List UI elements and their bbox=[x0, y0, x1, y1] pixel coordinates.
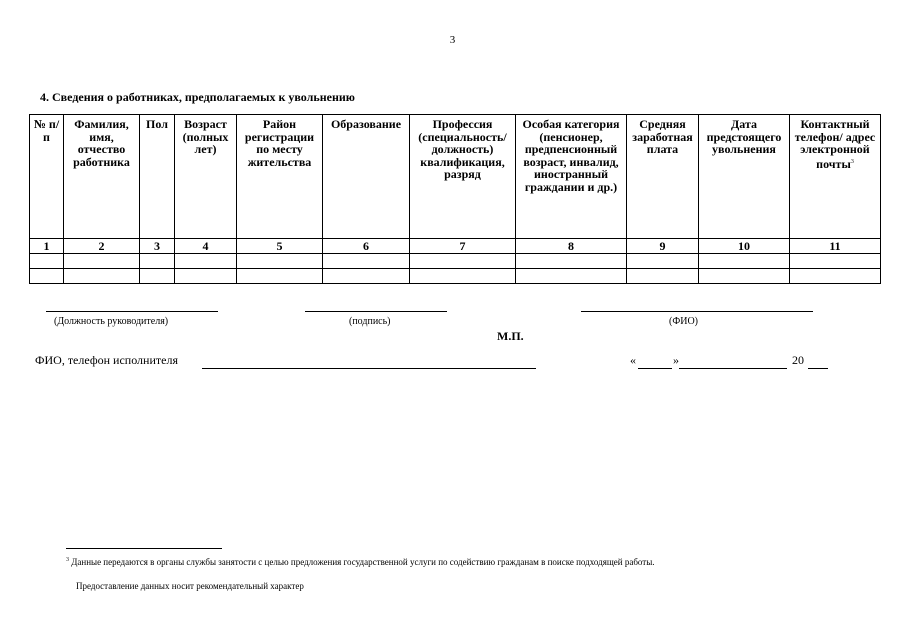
header-cell: Возраст (полных лет) bbox=[175, 115, 237, 239]
recommendation-note: Предоставление данных носит рекомендательный характер bbox=[76, 581, 304, 591]
position-caption: (Должность руководителя) bbox=[54, 316, 169, 327]
date-month-line bbox=[679, 368, 787, 369]
header-cell: Профессия (специальность/ должность) квалификация, разряд bbox=[410, 115, 516, 239]
table-cell bbox=[516, 269, 627, 284]
column-number: 9 bbox=[627, 239, 699, 254]
table-cell bbox=[237, 254, 323, 269]
table-row bbox=[30, 269, 881, 284]
table-cell bbox=[30, 254, 64, 269]
date-year-line bbox=[808, 368, 828, 369]
table-cell bbox=[64, 269, 140, 284]
table-cell bbox=[790, 254, 881, 269]
section-title: 4. Сведения о работниках, предполагаемых к увольнению bbox=[40, 90, 355, 104]
column-number: 2 bbox=[64, 239, 140, 254]
footnote-separator bbox=[66, 548, 222, 549]
header-cell-contact bbox=[790, 115, 881, 239]
table-cell bbox=[30, 269, 64, 284]
stamp-placeholder: М.П. bbox=[497, 329, 524, 343]
table-cell bbox=[627, 269, 699, 284]
signature-caption: (подпись) bbox=[349, 316, 391, 327]
column-number: 6 bbox=[323, 239, 410, 254]
table-cell bbox=[410, 254, 516, 269]
table-cell bbox=[790, 269, 881, 284]
table-cell bbox=[64, 254, 140, 269]
column-number: 5 bbox=[237, 239, 323, 254]
date-open-quote: « bbox=[630, 353, 636, 367]
table-cell bbox=[627, 254, 699, 269]
footnote-mark: 3 bbox=[850, 158, 854, 165]
fio-caption: (ФИО) bbox=[669, 316, 699, 327]
fio-signature-line bbox=[581, 311, 813, 312]
header-cell: Фамилия, имя, отчество работника bbox=[64, 115, 140, 239]
table-cell bbox=[140, 269, 175, 284]
table-cell bbox=[516, 254, 627, 269]
footnote bbox=[66, 557, 655, 567]
table-cell bbox=[175, 254, 237, 269]
header-cell: Дата предстоящего увольнения bbox=[699, 115, 790, 239]
header-cell: Образование bbox=[323, 115, 410, 239]
column-number: 11 bbox=[790, 239, 881, 254]
employees-table bbox=[29, 114, 881, 284]
table-cell bbox=[323, 254, 410, 269]
table-cell bbox=[175, 269, 237, 284]
table-cell bbox=[699, 254, 790, 269]
table-cell bbox=[237, 269, 323, 284]
column-number: 10 bbox=[699, 239, 790, 254]
header-cell: Район регистрации по месту жительства bbox=[237, 115, 323, 239]
executor-line bbox=[202, 368, 536, 369]
column-number: 3 bbox=[140, 239, 175, 254]
signature-line bbox=[305, 311, 447, 312]
column-number: 7 bbox=[410, 239, 516, 254]
column-number: 4 bbox=[175, 239, 237, 254]
header-cell-text: Контактный телефон/ адрес электронной почты bbox=[794, 117, 876, 171]
header-cell: Особая категория (пенсионер, предпенсионный возраст, инвалид, иностранный граждании и др.) bbox=[516, 115, 627, 239]
date-day-line bbox=[638, 368, 672, 369]
header-cell: Средняя заработная плата bbox=[627, 115, 699, 239]
header-cell: № п/п bbox=[30, 115, 64, 239]
table-row bbox=[30, 254, 881, 269]
column-number-row bbox=[30, 239, 881, 254]
executor-label: ФИО, телефон исполнителя bbox=[35, 353, 178, 367]
table-header-row bbox=[30, 115, 881, 239]
table-cell bbox=[140, 254, 175, 269]
position-signature-line bbox=[46, 311, 218, 312]
header-cell: Пол bbox=[140, 115, 175, 239]
table-cell bbox=[410, 269, 516, 284]
column-number: 1 bbox=[30, 239, 64, 254]
footnote-text: Данные передаются в органы службы занятости с целью предложения государственной услуги по содействию гражданам в поиске подходящей работы. bbox=[71, 557, 655, 567]
footnote-number: 3 bbox=[66, 557, 69, 563]
table-cell bbox=[323, 269, 410, 284]
page-number: 3 bbox=[449, 34, 456, 46]
column-number: 8 bbox=[516, 239, 627, 254]
date-year-prefix: 20 bbox=[792, 353, 804, 367]
date-close-quote: » bbox=[673, 353, 679, 367]
table-cell bbox=[699, 269, 790, 284]
